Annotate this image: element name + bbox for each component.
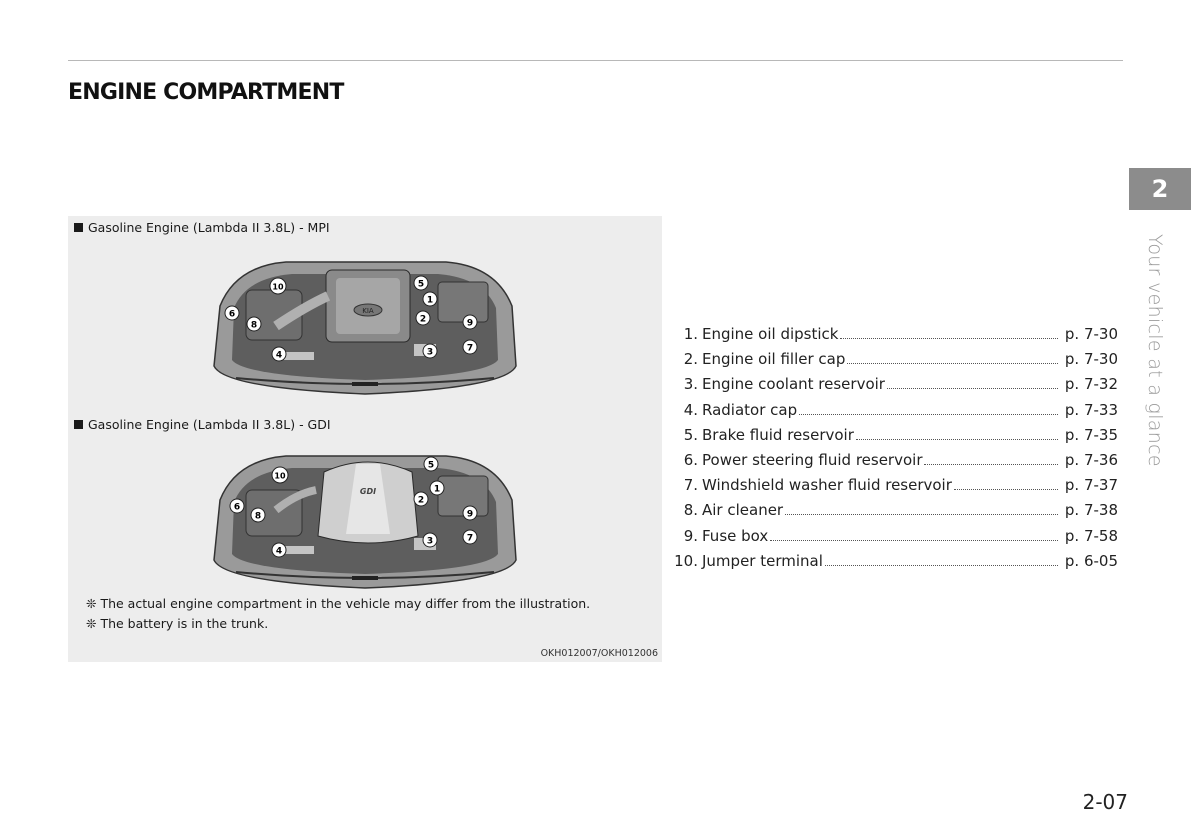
dot-leader	[954, 489, 1058, 490]
callout-4: 4	[275, 546, 283, 557]
callout-2: 2	[417, 495, 425, 506]
dot-leader	[840, 338, 1058, 339]
dot-leader	[770, 540, 1058, 541]
item-number: 8.	[683, 501, 698, 520]
page-reference: p. 7-38	[1064, 501, 1118, 520]
item-number: 5.	[683, 425, 698, 444]
item-label: Engine oil dipstick	[702, 325, 839, 343]
chapter-title: Your vehicle at a glance	[1144, 234, 1166, 467]
engine-cover-logo: GDI	[359, 487, 377, 496]
figure-note: ❊ The actual engine compartment in the vehicle may differ from the illustration.	[86, 596, 591, 611]
parts-list-item	[672, 426, 1118, 451]
item-label: Air cleaner	[702, 501, 784, 520]
parts-list-item	[672, 552, 1118, 577]
chapter-tab: 2	[1129, 168, 1191, 210]
callout-8: 8	[254, 511, 262, 522]
item-label: Engine coolant reservoir	[702, 375, 885, 394]
callout-8: 8	[250, 320, 258, 331]
dot-leader	[799, 414, 1058, 415]
parts-list-item	[672, 501, 1118, 526]
callout-5: 5	[427, 460, 435, 471]
callout-2: 2	[419, 314, 427, 325]
page-reference: p. 7-35	[1064, 425, 1118, 444]
item-number: 9.	[683, 526, 698, 545]
callout-7: 7	[466, 533, 474, 544]
callout-1: 1	[426, 295, 434, 306]
image-code: OKH012007/OKH012006	[540, 648, 658, 659]
item-number: 2.	[683, 350, 698, 369]
callout-10: 10	[274, 471, 286, 481]
page-reference: p. 7-58	[1064, 526, 1118, 545]
item-number: 7.	[683, 476, 698, 495]
callout-9: 9	[466, 509, 474, 520]
item-number: 6.	[683, 450, 698, 469]
item-label: Power steering fluid reservoir	[702, 450, 923, 469]
page-number: 2-07	[1082, 790, 1128, 814]
callout-4: 4	[275, 350, 283, 361]
callout-9: 9	[466, 318, 474, 329]
item-number: 10.	[674, 551, 698, 570]
page-reference: p. 7-33	[1064, 400, 1118, 419]
figure-note: ❊ The battery is in the trunk.	[86, 616, 269, 631]
dot-leader	[825, 565, 1058, 566]
engine-figure-panel	[68, 216, 662, 662]
dot-leader	[785, 514, 1058, 515]
parts-list-item	[672, 476, 1118, 501]
dot-leader	[887, 388, 1058, 389]
callout-1: 1	[433, 484, 441, 495]
bullet-square-icon	[74, 223, 83, 232]
callout-6: 6	[228, 309, 236, 320]
item-label: Windshield washer fluid reservoir	[702, 476, 952, 495]
callout-6: 6	[233, 502, 241, 513]
callout-10: 10	[272, 282, 284, 292]
page-reference: p. 7-30	[1064, 325, 1118, 343]
engine-illustration-mpi	[206, 256, 524, 396]
item-label: Engine oil filler cap	[702, 350, 846, 369]
parts-list-item	[672, 325, 1118, 350]
item-number: 1.	[683, 325, 698, 343]
dot-leader	[847, 363, 1058, 364]
bullet-square-icon	[74, 420, 83, 429]
page-title: ENGINE COMPARTMENT	[68, 80, 344, 105]
item-number: 3.	[683, 375, 698, 394]
page-reference: p. 7-32	[1064, 375, 1118, 394]
parts-list-item	[672, 375, 1118, 400]
engine-illustration-gdi	[206, 450, 524, 590]
page-reference: p. 7-36	[1064, 450, 1118, 469]
parts-list	[672, 325, 1118, 577]
item-label: Radiator cap	[702, 400, 798, 419]
parts-list-item	[672, 401, 1118, 426]
callout-5: 5	[417, 279, 425, 290]
figure-caption-gdi: Gasoline Engine (Lambda II 3.8L) - GDI	[74, 417, 331, 432]
parts-list-item	[672, 451, 1118, 476]
page-reference: p. 6-05	[1064, 551, 1118, 570]
dot-leader	[924, 464, 1058, 465]
callout-7: 7	[466, 343, 474, 354]
item-label: Fuse box	[702, 526, 769, 545]
page-reference: p. 7-30	[1064, 350, 1118, 369]
page-reference: p. 7-37	[1064, 476, 1118, 495]
engine-cover-logo: KIA	[362, 307, 374, 315]
dot-leader	[856, 439, 1058, 440]
callout-3: 3	[426, 347, 434, 358]
top-rule	[68, 60, 1123, 61]
item-label: Jumper terminal	[702, 551, 823, 570]
figure-caption-mpi: Gasoline Engine (Lambda II 3.8L) - MPI	[74, 220, 330, 235]
parts-list-item	[672, 350, 1118, 375]
callout-3: 3	[426, 536, 434, 547]
item-number: 4.	[683, 400, 698, 419]
item-label: Brake fluid reservoir	[702, 425, 854, 444]
parts-list-item	[672, 527, 1118, 552]
